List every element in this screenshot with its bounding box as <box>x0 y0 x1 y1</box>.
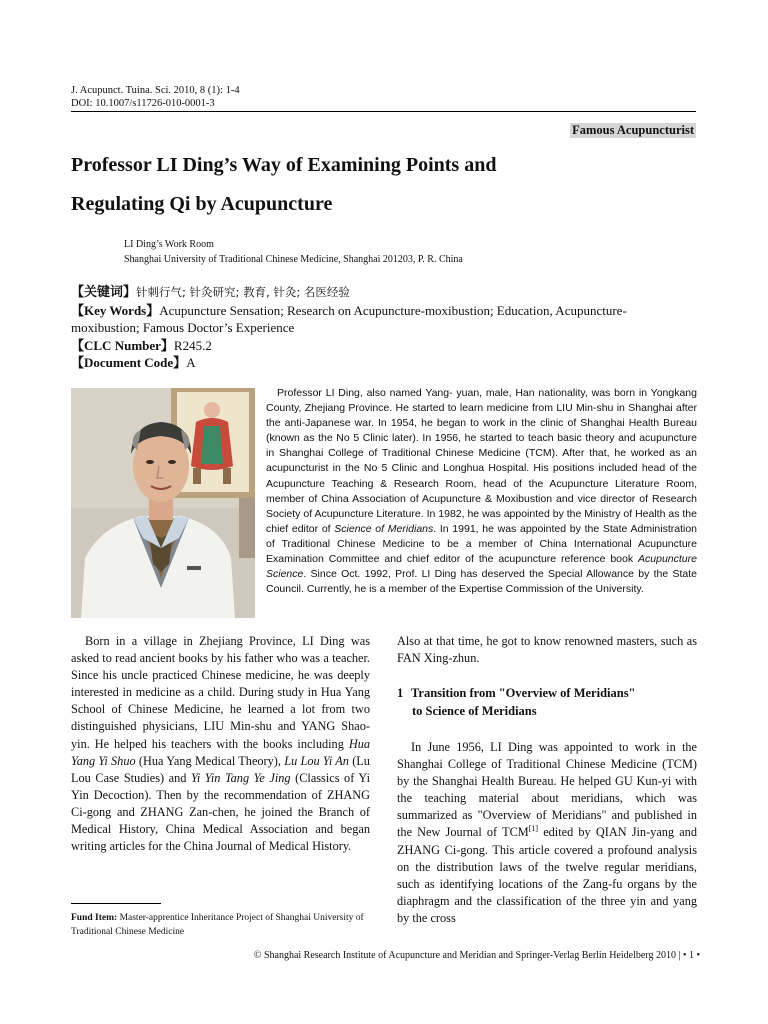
journal-citation <box>71 84 240 110</box>
portrait-illustration <box>71 388 255 618</box>
bio-italic-book-2: Acupuncture Science <box>266 553 697 581</box>
section-heading-number: 1 <box>397 686 404 700</box>
footnote-label: Fund Item: <box>71 913 118 923</box>
page-footer: © Shanghai Research Institute of Acupuncture and Meridian and Springer-Verlag Berlin Heidelberg 2010 | • 1 • <box>253 950 700 961</box>
en-keywords-label: 【Key Words】 <box>71 302 160 318</box>
title-line-2: Regulating Qi by Acupuncture <box>71 193 333 215</box>
biography <box>266 386 697 597</box>
footnote-text: Master-apprentice Inheritance Project of Shanghai University of Traditional Chinese Medicine <box>71 913 364 937</box>
document-code <box>71 354 631 372</box>
portrait-photo <box>71 388 255 618</box>
en-keywords <box>71 302 631 337</box>
section-tag: Famous Acupuncturist <box>572 123 694 137</box>
clc-number <box>71 337 631 355</box>
affiliation <box>124 237 463 267</box>
copyright-text: © Shanghai Research Institute of Acupuncture and Meridian and Springer-Verlag Berlin Heidelberg 2010 <box>253 950 676 961</box>
body-paragraph-right <box>397 739 697 927</box>
bio-text-1: Professor LI Ding, also named Yang- yuan, male, Han nationality, was born in Yongkang County, Zhejiang Province. He started to learn medicine from LIU Min-shu in Shanghai after the anti-Japanese war. In 1954, he began to work in the clinic of Shanghai Health Bureau (known as the No 5 Clinic later). In 1956, he started to teach basic theory and acupuncture in Shanghai College of Traditional Chinese Medicine (TCM). After that, he worked as an acupuncturist in the No 5 Clinic and Longhua Hospital. His positions included head of the Acupuncture Teaching & Research Room, head of the Acupuncture Literature Room, member of China Association of Acupuncture & Moxibustion and vice director of Research Society of Acupuncture Literature. In 1982, he was appointed by the Ministry of Health as the chief editor of <box>266 387 697 535</box>
doc-code-value: A <box>186 355 196 370</box>
bio-text-3: . Since Oct. 1992, Prof. LI Ding has deserved the Special Allowance by the State Council. Currently, he is a member of the Expertise Commission of the University. <box>266 568 697 596</box>
bio-italic-book-1: Science of Meridians <box>334 522 434 535</box>
section-heading-line-1: Transition from "Overview of Meridians" <box>411 686 636 700</box>
journal-line: J. Acupunct. Tuina. Sci. 2010, 8 (1): 1-4 <box>71 85 240 96</box>
body-text-c: (Lu Lou Case Studies) and <box>71 753 370 785</box>
bio-text-2: . In 1991, he was appointed by the State Administration of Traditional Chinese Medicine to be a member of China International Acupuncture Examination Committee and chief editor of the acupuncture reference book <box>266 522 698 566</box>
zh-keywords <box>71 283 631 302</box>
page-number: • 1 • <box>682 950 700 961</box>
zh-keywords-label: 【关键词】 <box>71 284 137 299</box>
doi-line: DOI: 10.1007/s11726-010-0001-3 <box>71 98 215 109</box>
article-title <box>71 146 671 224</box>
body-continuation-right: Also at that time, he got to know renowned masters, such as FAN Xing-zhun. <box>397 634 697 666</box>
doc-code-label: 【Document Code】 <box>71 355 187 370</box>
body-text-b: (Hua Yang Medical Theory), <box>135 753 285 768</box>
footnote <box>71 911 371 939</box>
keywords-block <box>71 283 631 372</box>
body-text-a: Born in a village in Zhejiang Province, LI Ding was asked to read ancient books by his father who was a teacher. Since his uncle practiced Chinese medicine, he was deeply interested in medicine as a child. During study in Hua Yang School of Chinese Medicine, he learned a lot from two distinguished physicians, LIU Min-shu and YANG Shao-yin. He helped his teachers with the books including <box>71 634 370 751</box>
body-right-text-b: edited by QIAN Jin-yang and ZHANG Ci-gong. This article covered a profound analysis on the distribution laws of the twelve regular meridians, such as identifying locations of the Zang-fu organs by the diaphragm and the classification of the three yin and yang by the cross <box>397 825 697 925</box>
title-line-1: Professor LI Ding’s Way of Examining Points and <box>71 154 497 176</box>
body-paragraph-left <box>71 633 370 855</box>
book-title-lu-lou: Lu Lou Yi An <box>284 753 349 768</box>
book-title-yi-yin: Yi Yin Tang Ye Jing <box>191 770 291 785</box>
clc-label: 【CLC Number】 <box>71 337 174 353</box>
body-text-d: (Classics of Yi Yin Decoction). Then by the recommendation of ZHANG Ci-gong and ZHANG Zan-chen, he joined the Branch of Medical History, China Medical Association and began writing articles for the China Journal of Medical History. <box>71 770 371 854</box>
header-rule <box>71 111 696 112</box>
en-keywords-text: Acupuncture Sensation; Research on Acupuncture-moxibustion; Education, Acupuncture-moxibustion; Famous Doctor’s Experience <box>71 302 627 335</box>
body-right-text-a: In June 1956, LI Ding was appointed to work in the Shanghai College of Traditional Chinese Medicine (TCM) by the Shanghai Health Bureau. He helped GU Kun-yi with the teaching material about meridians, which was summarized as "Overview of Meridians" and published in the New Journal of TCM <box>397 740 697 840</box>
clc-value: R245.2 <box>173 337 212 353</box>
affiliation-line-1: LI Ding’s Work Room <box>124 239 214 250</box>
zh-keywords-text: 针刺行气; 针灸研究; 教育, 针灸; 名医经验 <box>136 285 350 299</box>
footnote-rule <box>71 903 161 904</box>
citation-ref-1[interactable]: [1] <box>528 824 539 834</box>
affiliation-line-2: Shanghai University of Traditional Chinese Medicine, Shanghai 201203, P. R. China <box>124 254 463 265</box>
section-heading-line-2: to Science of Meridians <box>412 703 537 718</box>
book-title-hua-yang: Hua Yang Yi Shuo <box>71 736 370 768</box>
section-heading-1 <box>397 685 697 720</box>
